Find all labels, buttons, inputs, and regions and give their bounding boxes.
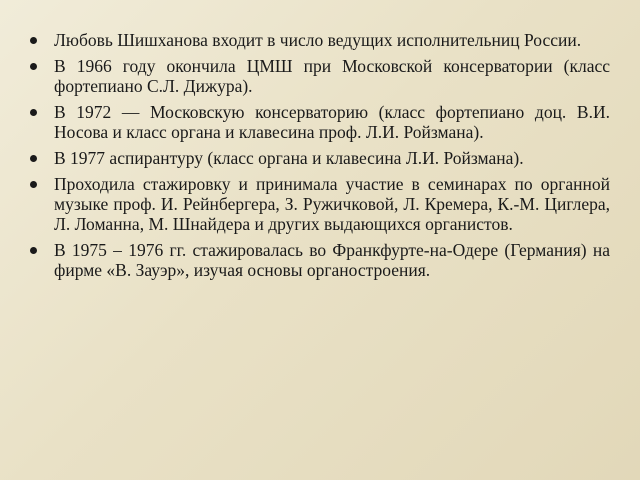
bullet-dot-icon [30, 247, 37, 254]
bullet-item [30, 174, 610, 234]
bullet-dot-icon [30, 37, 37, 44]
bullet-dot-icon [30, 181, 37, 188]
bullet-text: В 1972 — Московскую консерваторию (класс фортепиано доц. В.И. Носова и класс органа и клавесина проф. Л.И. Ройзмана). [54, 102, 610, 142]
bullet-item [30, 56, 610, 96]
bullet-text: В 1977 аспирантуру (класс органа и клавесина Л.И. Ройзмана). [54, 148, 524, 168]
bullet-text: Проходила стажировку и принимала участие в семинарах по органной музыке проф. И. Рейнбергера, З. Ружичковой, Л. Кремера, К.-М. Циглера, Л. Ломанна, М. Шнайдера и других выдающихся органистов. [54, 174, 610, 234]
bullet-list [30, 30, 610, 280]
bullet-dot-icon [30, 109, 37, 116]
bullet-text: В 1966 году окончила ЦМШ при Московской консерватории (класс фортепиано С.Л. Дижура). [54, 56, 610, 96]
bullet-dot-icon [30, 155, 37, 162]
bullet-item [30, 102, 610, 142]
bullet-dot-icon [30, 63, 37, 70]
bullet-text: В 1975 – 1976 гг. стажировалась во Франкфурте-на-Одере (Германия) на фирме «В. Зауэр», изучая основы органостроения. [54, 240, 610, 280]
bullet-item [30, 30, 610, 50]
bullet-item [30, 240, 610, 280]
bullet-item [30, 148, 610, 168]
bullet-text: Любовь Шишханова входит в число ведущих исполнительниц России. [54, 30, 582, 50]
